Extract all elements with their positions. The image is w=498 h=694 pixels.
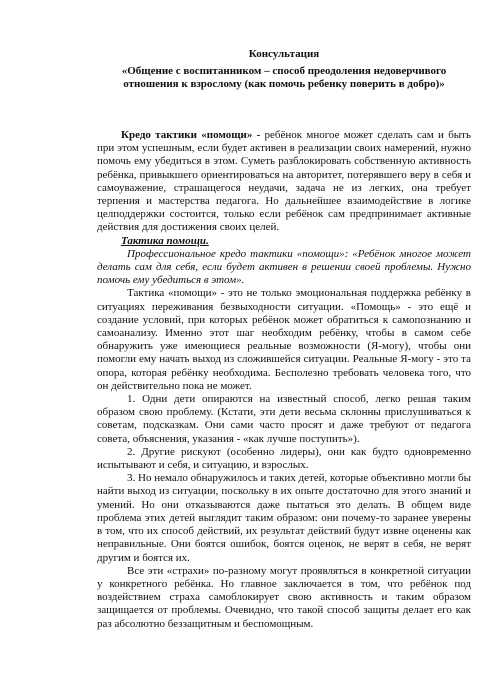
- paragraph-item-2: 2. Другие рискуют (особенно лидеры), они как будто одновременно испытывают и себя, и ситуацию, и взрослых.: [97, 445, 471, 472]
- document-subtitle-line1: «Общение с воспитанником – способ преодоления недоверчивого: [121, 65, 447, 77]
- paragraph-item-3: 3. Но немало обнаружилось и таких детей, которые объективно могли бы найти выход из ситуации, поскольку в их опыте достаточно для этого знаний и умений. Но они отказываются даже пытаться это делать. В общем виде проблема этих детей выглядит таким образом: они почему-то заранее уверены в том, что их способ действий, их результат действий будут извне оценены как неправильные. Они боятся ошибок, боятся оценок, не верят в себя, не верят другим и боятся их.: [97, 472, 472, 564]
- paragraph-item-1: 1. Одни дети опираются на известный способ, легко решая таким образом свою проблему. (Кстати, эти дети весьма склонны прислушиваться к советам, подсказкам. Они сами часто просят и даже требуют от педагога совета, объяснения, указания - «как лучше поступить»).: [97, 393, 471, 445]
- credo-lead: Кредо тактики «помощи» -: [121, 129, 261, 141]
- paragraph-credo: [97, 129, 471, 235]
- paragraph-fears: Все эти «страхи» по-разному могут проявляться в конкретной ситуации у конкретного ребёнка. Но главное заключается в том, что ребёнок под воздействием страха самоблокирует свою активность и таким образом защищается от проблемы. Очевидно, что такой способ защиты делает его как раз абсолютно беззащитным и беспомощным.: [97, 564, 471, 630]
- document-title: Консультация: [248, 48, 320, 60]
- paragraph-professional-credo: Профессиональное кредо тактики «помощи»: «Ребёнок многое может делать сам для себя, если будет активен в решении своей проблемы. Нужно помочь ему убедиться в этом».: [97, 247, 471, 287]
- heading-tactic: Тактика помощи.: [121, 234, 209, 247]
- paragraph-tactic-description: Тактика «помощи» - это не только эмоциональная поддержка ребёнку в ситуациях переживания безвыходности ситуации. «Помощь» - это ещё и создание условий, при которых ребёнок может обратиться к самопознанию и самоанализу. Именно этот шаг необходим ребёнку, чтобы в самом себе обнаружить уже имеющиеся реальные возможности (Я-могу), чтобы они помогли ему начать выход из сложившейся ситуации. Реальные Я-могу - это та опора, которая ребёнку необходима. Бесполезно требовать человека того, что он действительно пока не может.: [97, 287, 471, 392]
- document-subtitle-line2: отношения к взрослому (как помочь ребенку поверить в добро)»: [123, 78, 445, 90]
- spacer: [97, 91, 471, 129]
- credo-text: ребёнок многое может сделать сам и быть при этом успешным, если будет активен в реализации своих намерений, нужно помочь ему убедиться в этом. Суметь разблокировать собственную активность ребёнка, привыкшего ориентироваться на авторитет, потерявшего веру в себя и самоуважение, страшащегося неудачи, задача не из легких, она требует терпения и мастерства педагога. Но дальнейшее взаимодействие в логике целподдержки состоится, только если ребёнок сам предпринимает активные действия для достижения своих целей.: [97, 129, 472, 234]
- document-page: [97, 48, 471, 631]
